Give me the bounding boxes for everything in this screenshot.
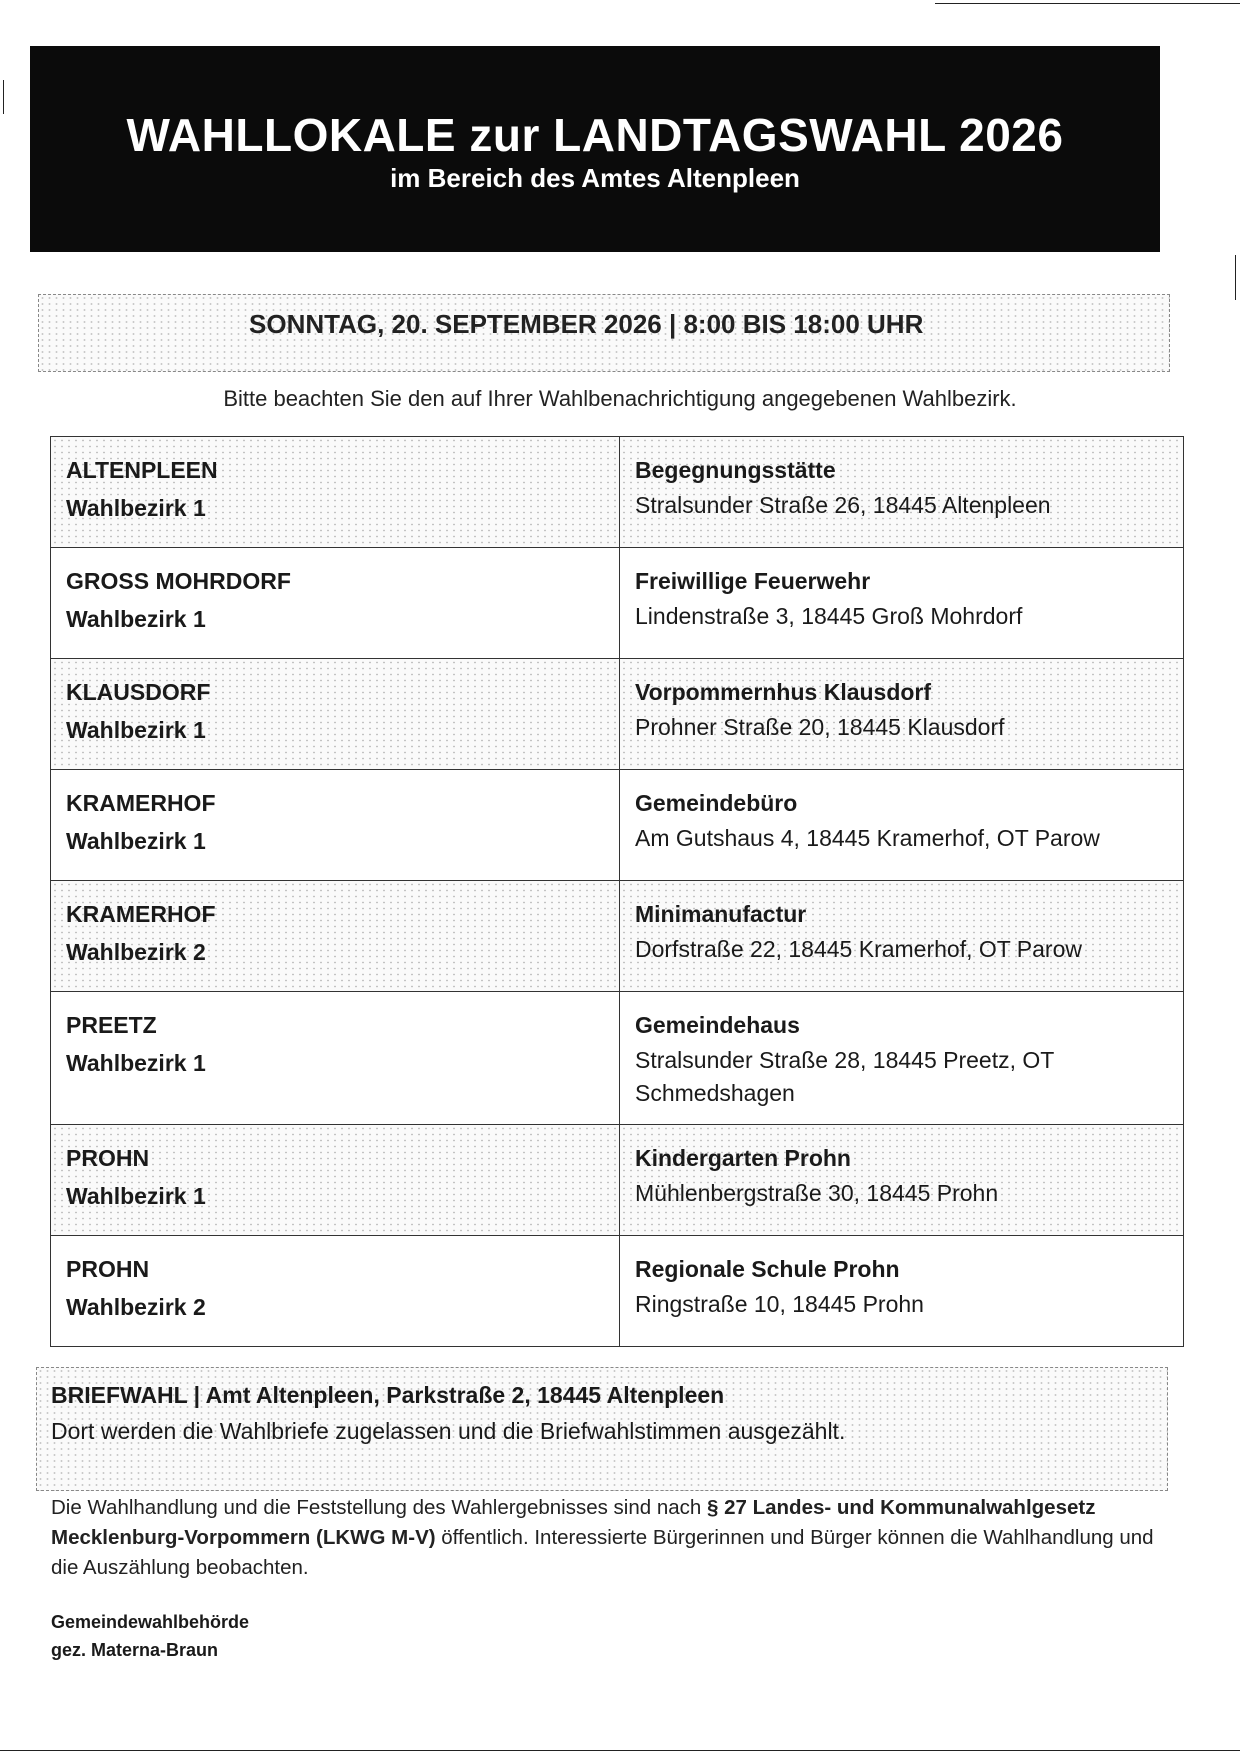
place-name: PREETZ — [66, 1012, 157, 1038]
district-label: Wahlbezirk 2 — [66, 1294, 206, 1320]
venue-name: Regionale Schule Prohn — [635, 1256, 900, 1282]
place-name: PROHN — [66, 1145, 150, 1171]
place-cell — [51, 770, 620, 881]
venue-cell — [620, 992, 1184, 1125]
venue-cell — [620, 437, 1184, 548]
district-label: Wahlbezirk 1 — [66, 828, 206, 854]
polling-stations-table — [50, 436, 1184, 1347]
venue-name: Minimanufactur — [635, 901, 807, 927]
table-row — [51, 1236, 1184, 1347]
table-row — [51, 881, 1184, 992]
place-cell — [51, 659, 620, 770]
scan-edge-left — [3, 80, 4, 114]
venue-name: Begegnungsstätte — [635, 457, 836, 483]
venue-address: Prohner Straße 20, 18445 Klausdorf — [635, 714, 1005, 740]
venue-cell — [620, 1236, 1184, 1347]
venue-address: Stralsunder Straße 26, 18445 Altenpleen — [635, 492, 1051, 518]
signed-by: gez. Materna-Braun — [51, 1640, 219, 1660]
venue-cell — [620, 881, 1184, 992]
place-name: GROSS MOHRDORF — [66, 568, 291, 594]
district-label: Wahlbezirk 1 — [66, 495, 206, 521]
district-label: Wahlbezirk 1 — [66, 1183, 206, 1209]
venue-cell — [620, 770, 1184, 881]
venue-address: Lindenstraße 3, 18445 Groß Mohrdorf — [635, 603, 1023, 629]
table-row — [51, 770, 1184, 881]
place-cell — [51, 1236, 620, 1347]
legal-reference: § 27 Landes- und Kommunalwahlgesetz Mecklenburg-Vorpommern (LKWG M-V) — [51, 1496, 1096, 1549]
table-row — [51, 1125, 1184, 1236]
place-cell — [51, 1125, 620, 1236]
place-name: ALTENPLEEN — [66, 457, 218, 483]
postal-vote-text: Dort werden die Wahlbriefe zugelassen und die Briefwahlstimmen ausgezählt. — [51, 1418, 846, 1444]
place-name: KRAMERHOF — [66, 901, 216, 927]
date-time-text: SONNTAG, 20. SEPTEMBER 2026 | 8:00 BIS 18:00 UHR — [249, 309, 924, 339]
venue-address: Am Gutshaus 4, 18445 Kramerhof, OT Parow — [635, 825, 1100, 851]
district-label: Wahlbezirk 1 — [66, 606, 206, 632]
scan-edge-bottom — [0, 1750, 1240, 1751]
venue-name: Gemeindebüro — [635, 790, 798, 816]
venue-cell — [620, 659, 1184, 770]
venue-name: Vorpommernhus Klausdorf — [635, 679, 932, 705]
place-name: KRAMERHOF — [66, 790, 216, 816]
table-row — [51, 659, 1184, 770]
page-header — [30, 46, 1160, 252]
scan-edge-top — [935, 3, 1240, 4]
page-subtitle: im Bereich des Amtes Altenpleen — [390, 163, 800, 193]
venue-address: Mühlenbergstraße 30, 18445 Prohn — [635, 1180, 999, 1206]
venue-address: Ringstraße 10, 18445 Prohn — [635, 1291, 924, 1317]
place-cell — [51, 881, 620, 992]
district-label: Wahlbezirk 1 — [66, 717, 206, 743]
date-banner — [38, 294, 1170, 372]
place-cell — [51, 548, 620, 659]
place-name: PROHN — [66, 1256, 150, 1282]
authority-name: Gemeindewahlbehörde — [51, 1612, 250, 1632]
venue-name: Kindergarten Prohn — [635, 1145, 851, 1171]
place-name: KLAUSDORF — [66, 679, 211, 705]
place-cell — [51, 437, 620, 548]
district-label: Wahlbezirk 1 — [66, 1050, 206, 1076]
venue-name: Freiwillige Feuerwehr — [635, 568, 871, 594]
place-cell — [51, 992, 620, 1125]
venue-address: Stralsunder Straße 28, 18445 Preetz, OT Schmedshagen — [635, 1047, 1054, 1106]
legal-text-1: Die Wahlhandlung und die Feststellung des Wahlergebnisses sind nach — [51, 1496, 708, 1519]
table-row — [51, 437, 1184, 548]
signature-block — [51, 1608, 249, 1664]
district-label: Wahlbezirk 2 — [66, 939, 206, 965]
venue-name: Gemeindehaus — [635, 1012, 800, 1038]
venue-cell — [620, 1125, 1184, 1236]
page-title: WAHLLOKALE zur LANDTAGSWAHL 2026 — [126, 109, 1064, 161]
venue-cell — [620, 548, 1184, 659]
table-row — [51, 548, 1184, 659]
table-row — [51, 992, 1184, 1125]
legal-text-2: öffentlich. Interessierte Bürgerinnen und Bürger können die Wahlhandlung und die Auszählung beobachten. — [51, 1526, 1154, 1579]
scan-edge-right — [1235, 255, 1236, 300]
postal-vote-box — [36, 1367, 1168, 1491]
legal-notice — [51, 1493, 1161, 1583]
district-note: Bitte beachten Sie den auf Ihrer Wahlbenachrichtigung angegebenen Wahlbezirk. — [223, 386, 1017, 411]
venue-address: Dorfstraße 22, 18445 Kramerhof, OT Parow — [635, 936, 1082, 962]
postal-vote-heading: BRIEFWAHL | Amt Altenpleen, Parkstraße 2, 18445 Altenpleen — [51, 1382, 725, 1408]
